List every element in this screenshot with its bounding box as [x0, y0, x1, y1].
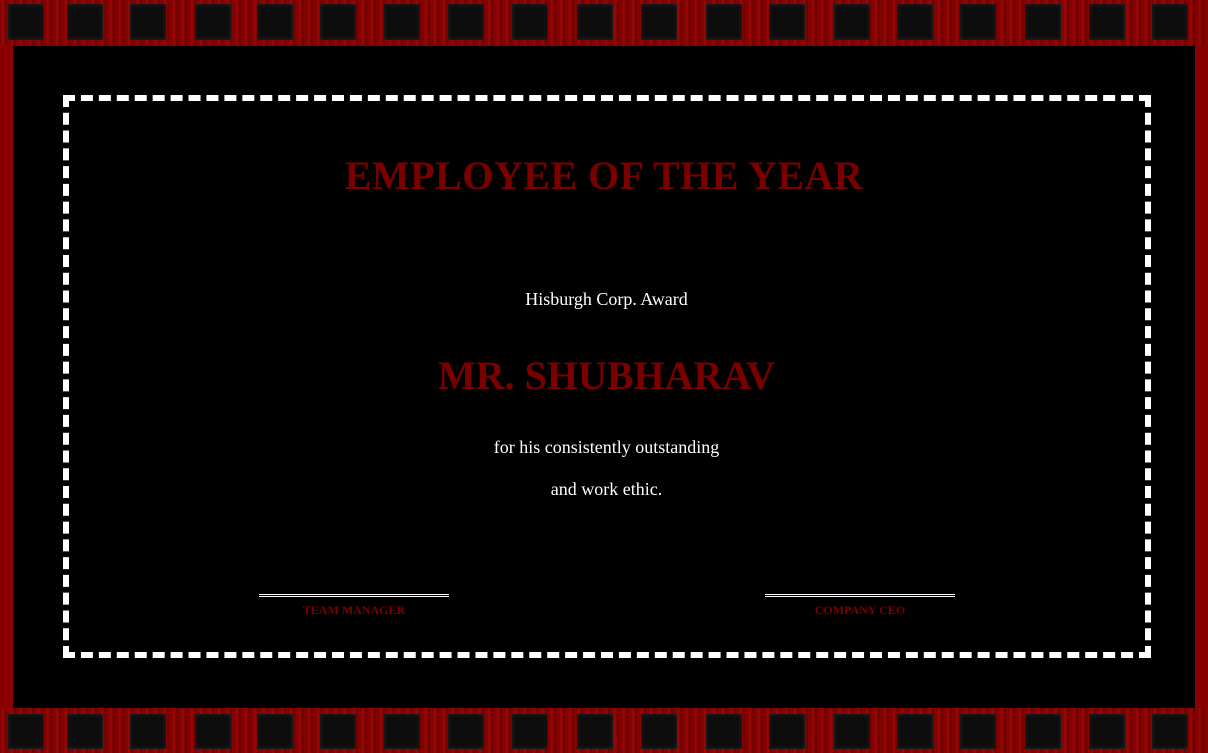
signature-company-ceo	[765, 594, 955, 618]
sprocket-hole	[384, 714, 420, 749]
sprocket-hole	[834, 4, 870, 40]
sprocket-hole	[577, 714, 613, 749]
film-strip-bottom-border	[0, 708, 1208, 753]
sprocket-hole	[897, 4, 933, 40]
film-strip-top-border	[0, 0, 1208, 46]
sprocket-hole	[8, 714, 44, 749]
sprocket-hole	[448, 714, 484, 749]
sprocket-hole	[67, 714, 103, 749]
sprocket-hole	[195, 714, 231, 749]
sprocket-hole	[1089, 4, 1125, 40]
sprocket-hole	[1025, 4, 1061, 40]
award-name: Hisburgh Corp. Award	[525, 289, 688, 309]
sprocket-hole	[257, 714, 293, 749]
sprocket-hole	[384, 4, 420, 40]
sprocket-hole	[448, 4, 484, 40]
signature-team-manager	[259, 594, 449, 618]
signature-line	[765, 594, 955, 597]
sprocket-hole	[960, 4, 996, 40]
sprocket-hole	[706, 4, 742, 40]
certificate-title: EMPLOYEE OF THE YEAR	[344, 153, 864, 198]
sprocket-hole	[195, 4, 231, 40]
sprocket-hole	[577, 4, 613, 40]
signature-label: COMPANY CEO	[814, 603, 906, 617]
sprocket-hole	[1089, 714, 1125, 749]
sprocket-hole	[320, 4, 356, 40]
sprocket-hole	[769, 4, 805, 40]
sprocket-hole	[960, 714, 996, 749]
sprocket-hole	[1152, 4, 1188, 40]
sprocket-hole	[706, 714, 742, 749]
citation-line-2: and work ethic.	[550, 479, 663, 499]
sprocket-hole	[641, 714, 677, 749]
sprocket-hole	[897, 714, 933, 749]
sprocket-hole	[257, 4, 293, 40]
signature-line	[259, 594, 449, 597]
signature-label: TEAM MANAGER	[302, 603, 406, 617]
recipient-name: MR. SHUBHARAV	[437, 353, 776, 398]
sprocket-hole	[1025, 714, 1061, 749]
sprocket-hole	[67, 4, 103, 40]
sprocket-hole	[130, 4, 166, 40]
citation-line-1: for his consistently outstanding	[493, 437, 720, 457]
sprocket-hole	[1152, 714, 1188, 749]
sprocket-hole	[769, 714, 805, 749]
sprocket-hole	[8, 4, 44, 40]
sprocket-hole	[512, 714, 548, 749]
sprocket-hole	[834, 714, 870, 749]
sprocket-hole	[320, 714, 356, 749]
sprocket-hole	[130, 714, 166, 749]
sprocket-hole	[512, 4, 548, 40]
sprocket-hole	[641, 4, 677, 40]
